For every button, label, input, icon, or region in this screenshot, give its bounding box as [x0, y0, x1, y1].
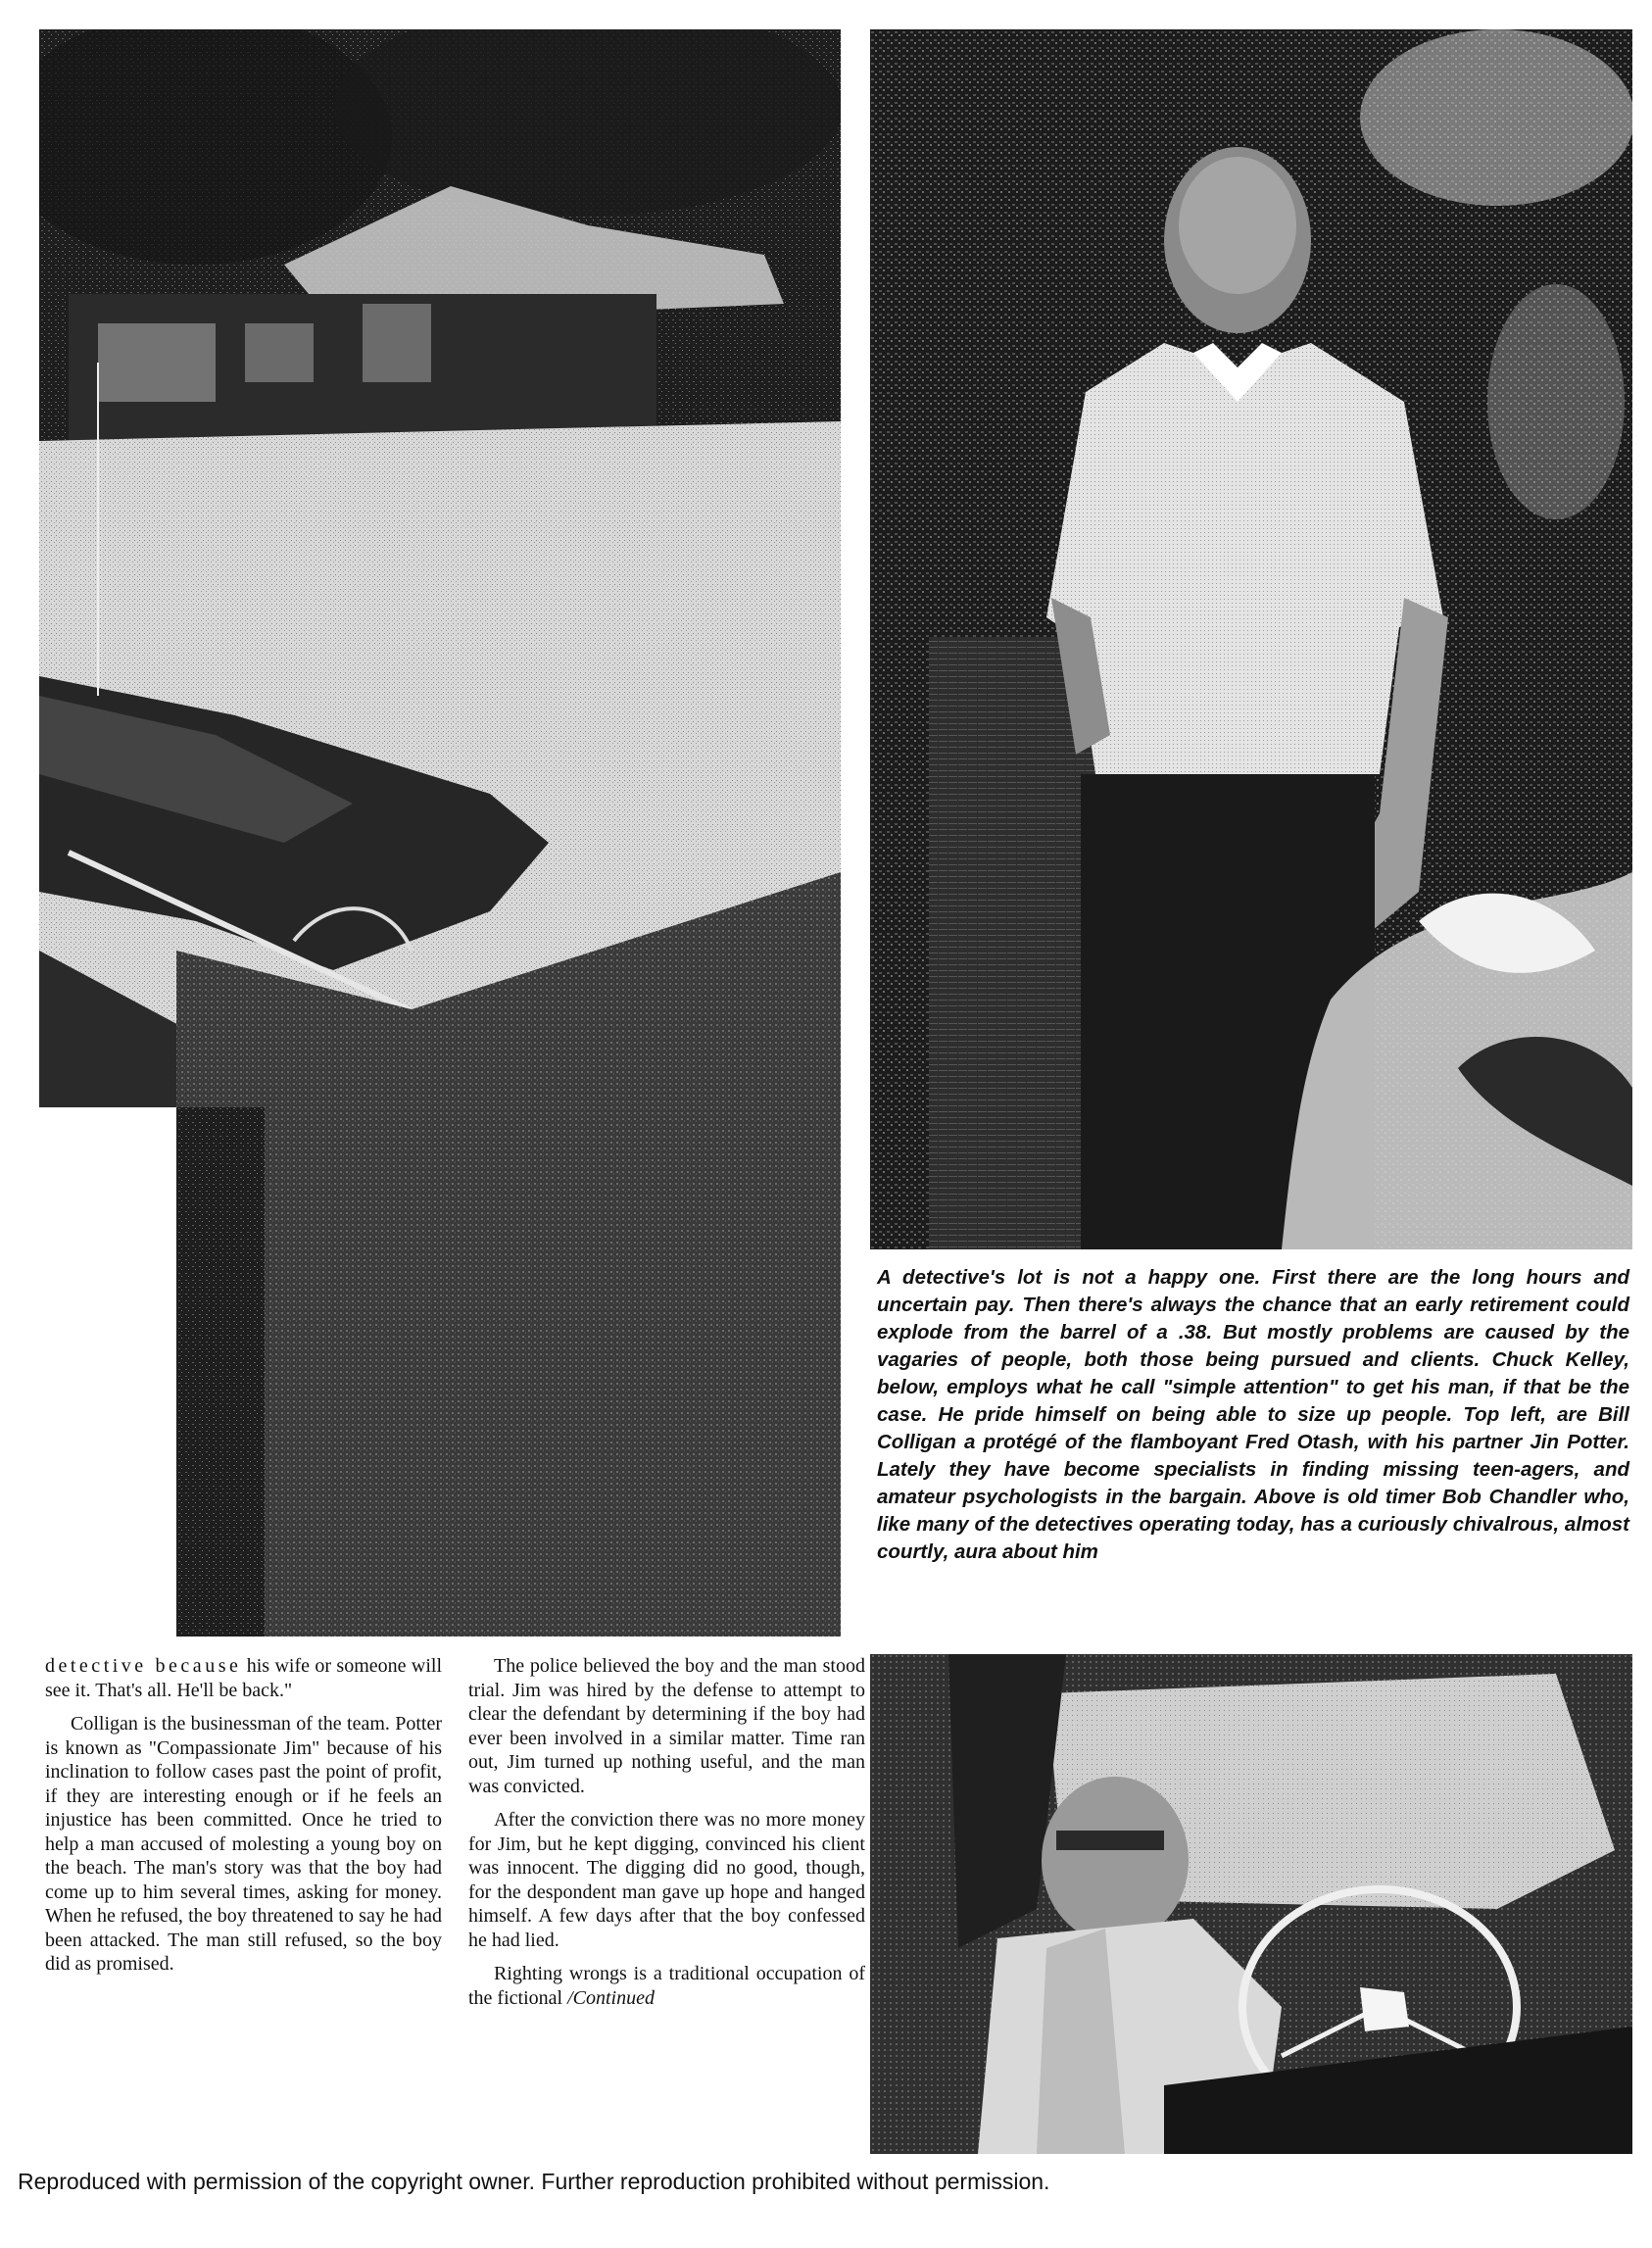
article-column-middle	[468, 1654, 865, 2156]
paragraph-text: Righting wrongs is a traditional occupation of the fictional	[468, 1963, 865, 2009]
man-hedge-image	[870, 29, 1632, 1249]
photo-house-and-car	[39, 29, 841, 1637]
article-paragraph: The police believed the boy and the man stood trial. Jim was hired by the defense to attempt to clear the defendant by determining if the boy had ever been involved in a similar matter. Time ran out, Jim turned up nothing useful, and the man was convicted.	[468, 1655, 865, 1797]
house-car-image	[39, 29, 841, 1637]
continuation-lead: detective because	[45, 1655, 242, 1677]
photo-man-driving	[870, 1654, 1632, 2154]
article-paragraph: Colligan is the businessman of the team. Potter is known as "Compassionate Jim" because of his inclination to follow cases past the point of profit, if they are interesting enough or if he feels an injustice has been committed. Once he tried to help a man accused of molesting a young boy on the beach. The man's story was that the boy had come up to him several times, asking for money. When he refused, the boy threatened to say he had been attacked. The man still refused, so the boy did as promised.	[45, 1713, 442, 1975]
article-paragraph: After the conviction there was no more money for Jim, but he kept digging, convinced his client was innocent. The digging did no good, though, for the despondent man gave up hope and hanged himself. A few days after that the boy confessed he had lied.	[468, 1809, 865, 1951]
article-column-left	[45, 1654, 442, 2156]
driver-image	[870, 1654, 1632, 2154]
paragraph-text: his wife or someone will see it. That's all. He'll be back."	[45, 1655, 443, 1701]
photo-caption: A detective's lot is not a happy one. First there are the long hours and uncertain pay. Then there's always the chance that an early retirement could explode from the barrel of a .38. But mostly problems are caused by the vagaries of people, both those being pursued and clients. Chuck Kelley, below, employs what he call "simple attention" to get his man, if that be the case. He pride himself on being able to size up people. Top left, are Bill Colligan a protégé of the flamboyant Fred Otash, with his partner Jin Potter. Lately they have become specialists in finding missing teen-agers, and amateur psychologists in the bargain. Above is old timer Bob Chandler who, like many of the detectives operating today, has a curiously chivalrous, almost courtly, aura about him	[877, 1266, 1629, 1563]
article-paragraph	[468, 1962, 865, 2010]
photo-man-by-hedge	[870, 29, 1632, 1249]
reproduction-notice: Reproduced with permission of the copyright owner. Further reproduction prohibited without permission.	[18, 2169, 1050, 2194]
continued-marker: /Continued	[567, 1986, 655, 2009]
article-paragraph	[45, 1654, 442, 1702]
